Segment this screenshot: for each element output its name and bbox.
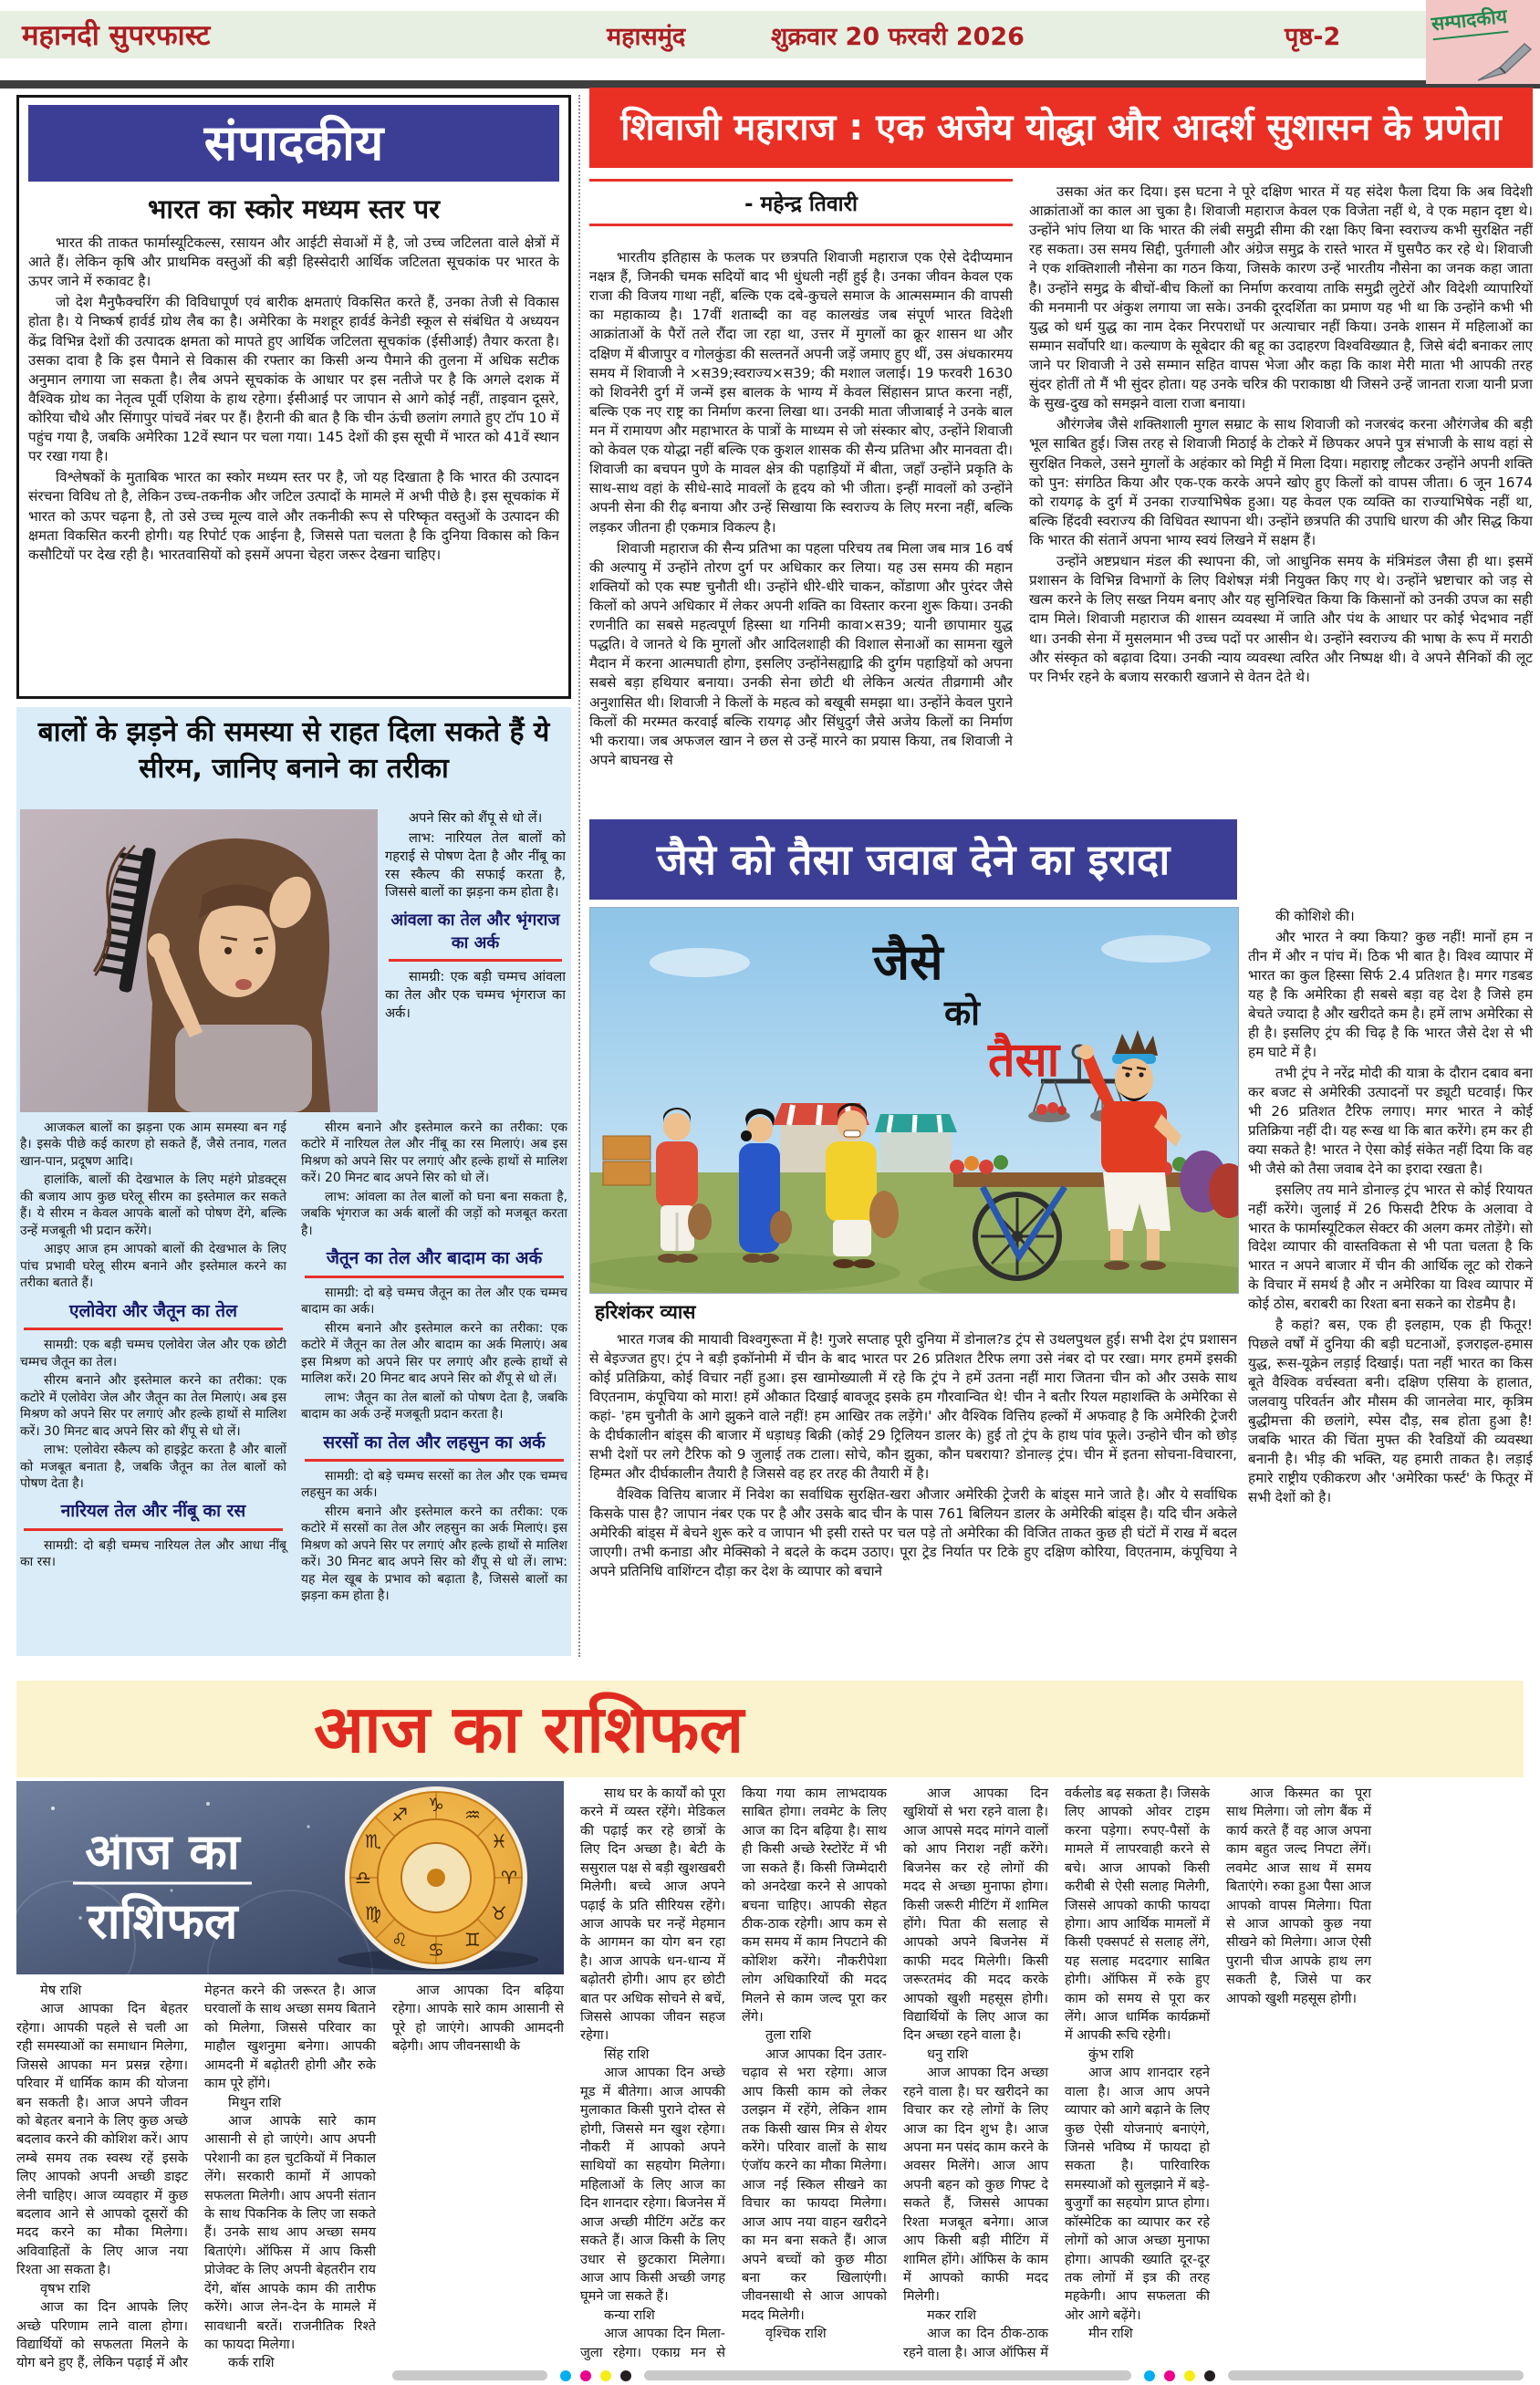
rashi-text: आज आपका दिन अच्छा रहने वाला है। घर खरीदने का विचार कर रहे लोगों के लिए आज का दिन शुभ है। आज अपना मन पसंद काम करने के अवसर मिलेंगे। आज आप अपनी बहन को कुछ गिफ्ट दे सकते हैं, जिससे आपका रिश्ता मजबूत बनेगा। आज आप किसी बड़ी मीटिंग में शामिल होंगे। ऑफिस के काम में आपको काफी मदद मिलेगी। <box>903 2065 1048 2305</box>
cartoon-word-1: जैसे <box>873 933 943 991</box>
rashi-sign: मिथुन राशि <box>228 2094 282 2110</box>
rashi-sign: वृश्चिक राशि <box>765 2326 827 2342</box>
text-item: आंवला का तेल और भृंगराज का अर्क <box>389 910 562 962</box>
masthead <box>0 11 1540 58</box>
rashifal-image <box>16 1781 564 1974</box>
svg-text:♐: ♐ <box>391 1804 408 1826</box>
text-item: सामग्री: दो बड़े चम्मच जैतून का तेल और एक चम्मच बादाम का अर्क। <box>301 1285 567 1317</box>
print-registration-bar <box>392 2370 547 2380</box>
rashi-sign: मेष राशि <box>40 1983 82 1998</box>
paragraph: इसलिए तय माने डोनाल्ड़ ट्रंप भारत से कोई रियायत नहीं करेंगे। जुलाई में 26 फिसदी टैरिफ के अलावा वे भारत के फार्मास्यूटिकल सेक्टर की अलग कमर तोड़ेंगे। सो विदेश व्यापार की वास्तविकता से भी पता चलता है कि भारत न अपने बाजार में चीन की आर्थिक लूट को रोकने के विचार में समर्थ है और न अमेरिका या विश्व व्यापार में कोई ठोस, बराबरी का रिश्ता बना सकने का रोडमैप है। <box>1248 1181 1533 1313</box>
cmyk-dot-black <box>1204 2370 1215 2381</box>
paper-name: महानदी सुपरफास्ट <box>22 19 211 52</box>
rashi-text: आज आपका दिन उतार-चढ़ाव से भरा रहेगा। आज आप किसी काम को लेकर उलझन में रहेंगे, लेकिन शाम तक किसी खास मित्र से शेयर करेंगे। परिवार वालों के साथ एंजॉय करने का मौका मिलेगा। आज नई स्किल सीखने का विचार का फायदा मिलेगा। आज आप नया वाहन खरीदने का मन बना सकते हैं। आज अपने बच्चों को कुछ मीठा बना कर खिलाएंगी। जीवनसाथी से आज आपको मदद मिलेगी। <box>742 2046 887 2323</box>
woman-comb-photo <box>20 809 378 1112</box>
paragraph: की कोशिशे की। <box>1275 908 1355 924</box>
svg-text:♑: ♑ <box>428 1794 444 1816</box>
rashi-entry <box>1065 2046 1210 2325</box>
text-item: सीरम बनाने और इस्तेमाल करने का तरीका: एक कटोरे में जैतून का तेल और बादाम का अर्क मिलाएं। अब इस मिश्रण को अपने सिर पर लगाएं और हल्के हाथों से मालिश करें। 20 मिनट बाद अपने सिर को शैंपू से धो लें। <box>301 1320 567 1387</box>
cmyk-dot-magenta <box>1164 2370 1175 2381</box>
cmyk-dot-magenta <box>580 2370 591 2381</box>
svg-text:♋: ♋ <box>428 1939 444 1961</box>
cmyk-dot-cyan <box>560 2370 571 2381</box>
rashi-entry <box>580 1785 725 2046</box>
text-item: सामग्री: एक बड़ी चम्मच एलोवेरा जेल और एक छोटी चम्मच जैतून का तेल। <box>20 1338 286 1370</box>
text-item: सामग्री: एक बड़ी चम्मच आंवला का तेल और एक चम्मच भृंगराज का अर्क। <box>385 969 566 1021</box>
svg-text:♓: ♓ <box>491 1830 507 1852</box>
cmyk-dot-yellow <box>600 2370 611 2381</box>
svg-text:♎: ♎ <box>355 1867 371 1889</box>
masthead-date: शुक्रवार 20 फरवरी 2026 <box>771 23 1025 51</box>
rashi-sign: मीन राशि <box>1088 2326 1133 2342</box>
rashi-text: आज आपका दिन खुशियों से भरा रहने वाला है। आज आपसे मदद मांगने वालों को आप निराश नहीं करेंगे। बिजनेस कर रहे लोगों की मदद से अच्छा मुनाफा होगा। किसी जरूरी मीटिंग में शामिल होंगे। पिता की सलाह से आपको अपने बिजनेस में काफी मदद मिलेगी। किसी जरूरतमंद की मदद करके आपको खुशी महसूस होगी। विद्यार्थियों के लिए आज का दिन अच्छा रहने वाला है। <box>903 1786 1048 2044</box>
cartoon-illustration <box>590 908 1238 1293</box>
svg-text:♒: ♒ <box>464 1804 481 1826</box>
rashifal-title: आज का राशिफल <box>314 1691 744 1767</box>
masthead-page-number: पृष्ठ-2 <box>1285 23 1341 51</box>
rashi-sign: कर्क राशि <box>228 2355 275 2371</box>
rashi-entry <box>742 2026 887 2325</box>
editorial-subhead: भारत का स्कोर मध्यम स्तर पर <box>148 193 440 224</box>
paragraph: शिवाजी महाराज की सैन्य प्रतिभा का पहला परिचय तब मिला जब मात्र 16 वर्ष की अल्पायु में उन्होंने तोरण दुर्ग पर अधिकार कर लिया। यह उस समय की महान शक्तियों को एक स्पष्ट चुनौती थी। उन्होंने धीरे-धीरे चाकन, कोंडाणा और पुरंदर जैसे किलों को अपने अधिकार में लेकर अपनी शक्ति का विस्तार करना शुरू किया। उनकी रणनीति का सबसे महत्वपूर्ण हिस्सा था गनिमी कावा×स39; यानी छापामार युद्ध पद्धति। वे जानते थे कि मुगलों और आदिलशाही की विशाल सेनाओं का सामना खुले मैदान में करना आत्मघाती होगा, इसलिए उन्होंनेसह्याद्रि की दुर्गम पहाड़ियों को अपना सबसे बड़ा हथियार बनाया। उनकी सेना छोटी थी लेकिन अत्यंत तीव्रगामी और अनुशासित थी। शिवाजी ने किलों के महत्व को बखूबी समझा था। उन्होंने केवल पुराने किलों की मरम्मत करवाई बल्कि रायगढ़ और सिंधुदुर्ग जैसे अजेय किलों का निर्माण भी कराया। जब अफजल खान ने छल से उन्हें मारने का प्रयास किया, तब शिवाजी ने अपने बाघनख से <box>589 539 1013 768</box>
paragraph: तभी ट्रंप ने नरेंद्र मोदी की यात्रा के दौरान दबाव बना कर बजट से अमेरिकी उत्पादनों पर ड्यूटी घटवाई। फिर भी 26 प्रतिशत टैरिफ लगाए। मगर भारत ने कोई प्रतिक्रिया नहीं दी। यह रूख था कि बात करेंगे। हम कर ही क्या सकते है! भारत ने ऐसा कोई संकेत नहीं दिया कि वह भी जैसे को तैसा जवाब देने का इरादा रखता है। <box>1248 1064 1533 1177</box>
rashifal-left-columns <box>16 1982 564 2380</box>
rashi-text: आज का दिन ठीक-ठाक रहने वाला है। आज ऑफिस में वर्कलोड बढ़ सकता है। जिसके लिए आपको ओवर टाइम करना पड़ेगा। रुपए-पैसों के मामले में लापरवाही करने से बचे। आज आपको किसी करीबी से ऐसी सलाह मिलेगी, जिससे आपको काफी फायदा होगा। आप आर्थिक मामलों में किसी एक्सपर्ट से सलाह लेंगे, यह सलाह मददगार साबित होगी। ऑफिस में रुके हुए काम को समय से पूरा कर लेंगे। आज धार्मिक कार्यक्रमों में आपकी रूचि रहेगी। <box>903 1786 1210 2360</box>
pen-icon <box>1474 42 1538 84</box>
shivaji-byline: - महेन्द्र तिवारी <box>589 179 1013 226</box>
text-item: लाभ: जैतून का तेल बालों को पोषण देता है, जबकि बादाम का अर्क उन्हें मजबूती प्रदान करता है। <box>301 1390 567 1422</box>
text-item: आइए आज हम आपको बालों की देखभाल के लिए पांच प्रभावी घरेलू सीरम बनाने और इस्तेमाल करने का तरीका बताते हैं। <box>20 1242 286 1291</box>
hair-headline: बालों के झड़ने की समस्या से राहत दिला सकते हैं ये सीरम, जानिए बनाने का तरीका <box>37 716 550 785</box>
rashi-text: आज आपका दिन बेहतर रहेगा। आपकी पहले से चली आ रही समस्याओं का समाधान मिलेगा, जिससे आपका मन प्रसन्न रहेगा। परिवार में धार्मिक काम की योजना बन सकती है। आज अपने जीवन को बेहतर बनाने के लिए कुछ अच्छे बदलाव करने की कोशिश करें। आप लम्बे समय तक स्वस्थ रहें इसके लिए आपको अपनी अच्छी डाइट लेनी चाहिए। आज व्यवहार में कुछ बदलाव आने से आपको दूसरों की मदद करने का मौका मिलेगा। अविवाहितों के लिए आज नया रिश्ता आ सकता है। <box>16 2001 188 2278</box>
jaisa-byline: हरिशंकर व्यास <box>595 1301 696 1323</box>
paragraph: भारतीय इतिहास के फलक पर छत्रपति शिवाजी महाराज एक ऐसे देदीप्यमान नक्षत्र हैं, जिनकी चमक सदियों बाद भी धुंधली नहीं हुई है। उनका जीवन केवल एक राजा की विजय गाथा नहीं, बल्कि एक दबे-कुचले समाज के आत्मसम्मान की वापसी का महाकाव्य है। 17वीं शताब्दी का वह कालखंड जब संपूर्ण भारत विदेशी आक्रांताओं के पैरों तले रौंदा जा रहा था, उत्तर में मुगलों का क्रूर शासन था और दक्षिण में बीजापुर व गोलकुंडा की सल्तनतें अपनी जड़ें जमाए हुए थीं, उस अंधकारमय समय में शिवाजी ने ×स39;स्वराज्य×स39; की मशाल जलाई। 19 फरवरी 1630 को शिवनेरी दुर्ग में जन्में इस बालक के भाग्य में केवल सिंहासन प्राप्त करना नहीं, बल्कि एक नए राष्ट्र का निर्माण करना लिखा था। उनकी माता जीजाबाई ने उनके बाल मन में रामायण और महाभारत के पात्रों के माध्यम से जो संस्कार बोए, उन्होंने शिवाजी को केवल एक योद्धा नहीं बल्कि एक कुशल शासक की सैन्य प्रतिभा और मानवता दी। शिवाजी का बचपन पुणे के मावल क्षेत्र की पहाड़ियों में बीता, जहाँ उन्होंने प्रकृति के साथ-साथ वहां के सीधे-सादे मावलों के हृदय को भी जीता। इन्हीं मावलों को उन्होंने अपनी सेना की रीढ़ बनाया और उन्हें सिखाया कि स्वराज्य के लिए मरना नहीं, बल्कि लड़कर जीतना ही एकमात्र विकल्प है। <box>589 249 1013 536</box>
hair-beside-text <box>385 809 566 1116</box>
rashi-sign: वृषभ राशि <box>40 2280 90 2296</box>
zodiac-title-line1: आज का <box>85 1823 240 1880</box>
print-registration-bar <box>1228 2370 1524 2380</box>
svg-text:♌: ♌ <box>391 1929 408 1951</box>
rashi-text: आज आपका दिन अच्छे मूड में बीतेगा। आज आपकी मुलाकात किसी पुराने दोस्त से होगी, जिससे मन खुश रहेगा। नौकरी में आपको अपने साथियों का सहयोग मिलेगा। महिलाओं के लिए आज का दिन शानदार रहेगा। बिजनेस में आज अच्छी मीटिंग अटेंड कर सकते हैं। आज किसी के लिए उधार से छुटकारा मिलेगा। आज आप किसी अच्छी जगह घूमने जा सकते हैं। <box>580 2065 725 2305</box>
rashi-text: आज आप शानदार रहने वाला है। आज आप अपने व्यापार को आगे बढ़ाने के लिए कुछ ऐसी योजनाएं बनाएंगे, जिनसे भविष्य में फायदा हो सकता है। पारिवारिक समस्याओं को सुलझाने में बड़े-बुजुर्गों का सहयोग प्राप्त होगा। कॉस्मेटिक का व्यापार कर रहे लोगों को आज अच्छा मुनाफा होगा। आपकी ख्याति दूर-दूर तक लोगों में इत्र की तरह महकेगी। आप सफलता की ओर आगे बढ़ेंगे। <box>1065 2065 1210 2323</box>
paragraph: औरंगजेब जैसे शक्तिशाली मुगल सम्राट के साथ शिवाजी को नजरबंद करना औरंगजेब की बड़ी भूल साबित हुई। जिस तरह से शिवाजी मिठाई के टोकरे में छिपकर अपने पुत्र संभाजी के साथ वहां से सुरक्षित निकले, उसने मुगलों के अहंकार को मिट्टी में मिला दिया। महाराष्ट्र लौटकर उन्होंने अपनी शक्ति को पुन: संगठित किया और एक-एक करके अपने खोए हुए किलों को वापस जीता। 6 जून 1674 को रायगढ़ के दुर्ग में उनका राज्याभिषेक हुआ। यह केवल एक व्यक्ति का राज्याभिषेक नहीं था, बल्कि हिंदवी स्वराज्य की विधिवत स्थापना थी। उन्होंने छत्रपति की उपाधि धारण की और सिद्ध किया कि भारत की संतानें अपना भाग्य स्वयं लिखने में सक्षम हैं। <box>1029 416 1533 548</box>
paragraph: उसका अंत कर दिया। इस घटना ने पूरे दक्षिण भारत में यह संदेश फैला दिया कि अब विदेशी आक्रांताओं का काल आ चुका है। शिवाजी महाराज केवल एक विजेता नहीं थे, वे एक महान दृष्टा थे। उन्होंने भांप लिया था कि भारत की लंबी समुद्री सीमा की रक्षा किए बिना स्वराज्य कभी सुरक्षित नहीं रह सकता। उस समय सिद्दी, पुर्तगाली और अंग्रेज समुद्र के रास्ते भारत में घुसपैठ कर रहे थे। शिवाजी ने एक शक्तिशाली नौसेना का गठन किया, जिसके कारण उन्हें भारतीय नौसेना का जनक कहा जाता है। उन्होंने समुद्र के बीचों-बीच किलों का निर्माण करवाया ताकि समुद्री लुटेरों और विदेशी व्यापारियों की मनमानी पर अंकुश लगाया जा सके। उनकी दूरदर्शिता का प्रमाण यह भी था कि उन्होंने कभी भी युद्ध को धर्म युद्ध का नाम देकर निरपराधों पर अत्याचार नहीं किया। उनके शासन में महिलाओं का सम्मान सर्वोपरि था। कल्याण के सूबेदार की बहू का उदाहरण विश्वविख्यात है, जिसे बंदी बनाकर लाए जाने पर शिवाजी ने उसे सम्मान सहित वापस भेजा और कहा कि काश मेरी माता भी आपकी तरह सुंदर होतीं तो मैं भी सुंदर होता। यह उनके चरित्र की पराकाष्ठा थी जिसने उन्हें जानता राजा यानी प्रजा के सुख-दुख को समझने वाला राजा बनाया। <box>1029 183 1533 412</box>
corner-label: सम्पादकीय <box>1431 4 1509 41</box>
paragraph: भारत की ताकत फार्मास्यूटिकल्स, रसायन और आईटी सेवाओं में है, जो उच्च जटिलता वाले क्षेत्रों में आते हैं। लेकिन कृषि और प्राथमिक वस्तुओं की बड़ी हिस्सेदारी आर्थिक जटिलता सूचकांक पर भारत के ऊपर जाने में रुकावट है। <box>28 234 559 290</box>
text-item: नारियल तेल और नींबू का रस <box>24 1500 283 1530</box>
rashifal-right-columns <box>580 1785 1533 2380</box>
cartoon-word-3: तैसा <box>988 1033 1060 1088</box>
hair-serum-article <box>16 707 571 1656</box>
rashi-text: आज आपके सारे काम आसानी से हो जाएंगे। आप अपनी परेशानी का हल चुटकियों में निकाल लेंगे। सरकारी कामों में आपको सफलता मिलेगी। आप अपनी संतान के साथ पिकनिक के लिए जा सकते हैं। उनके साथ आप अच्छा समय बिताएंगे। ऑफिस में आप किसी प्रोजेक्ट के लिए अपनी बेहतरीन राय देंगे, बॉस आपके काम की तारीफ करेंगे। आज लेन-देन के मामले में सावधानी बरतें। राजनीतिक रिश्ते का फायदा मिलेगा। <box>204 2112 376 2353</box>
paragraph: है कहां? बस, एक ही इलहाम, एक ही फितूर! पिछले वर्षों में दुनिया की बड़ी घटनाओं, इजराइल-हमास युद्ध, रूस-यूक्रेन लड़ाई दिखाई। पता नहीं भारत का किस बूते वैश्विक वर्चस्वता बनी। दक्षिण एसिया के हालात, जलवायु परिवर्तन और मौसम की जानलेवा मार, कृत्रिम बुद्धीमत्ता की छलांगे, स्पेस दौड़, सब होता हुआ है! जबकि भारत की चिंता मुफ्त की रैवडियों की व्यवस्था बनानी है। भीड़ की भक्ति, यह हमारी ताकत है। लड़ाई हमारे राष्ट्रीय एकीकरण और 'अमेरिका फर्स्ट' के फितूर में सभी देशों को है। <box>1248 1317 1533 1506</box>
masthead-city: महासमुंद <box>607 23 686 51</box>
cartoon-word-2: को <box>944 993 981 1033</box>
editorial-article <box>16 95 571 699</box>
text-item: लाभ: नारियल तेल बालों को गहराई से पोषण देता है और नींबू का रस स्कैल्प की सफाई करता है, जिससे बालों का झड़ना कम होता है। <box>385 829 566 901</box>
hair-photo <box>20 809 378 1112</box>
svg-text:♊: ♊ <box>464 1929 481 1951</box>
text-item: अपने सिर को शैंपू से धो लें। <box>409 810 543 826</box>
rashi-sign: कुंभ राशि <box>1088 2046 1134 2062</box>
rashi-entry <box>580 2046 725 2307</box>
cmyk-dot-yellow <box>1184 2370 1195 2381</box>
zodiac-title-line2: राशिफल <box>87 1892 238 1950</box>
cmyk-dot-black <box>620 2370 631 2381</box>
text-item: जैतून का तेल और बादाम का अर्क <box>305 1247 564 1277</box>
rashi-text: आज का दिन आपके लिए अच्छे परिणाम लाने वाला होगा। विद्यार्थियों को सफलता मिलने के योग बने हुए हैं, लेकिन पढ़ाई में और मेहनत करने की जरूरत है। आज घरवालों के साथ अच्छा समय बिताने को मिलेगा, जिससे परिवार का माहौल खुशनुमा बनेगा। आपकी आमदनी में बढ़ोतरी होगी और रुके काम पूरे होंगे। <box>16 1983 376 2371</box>
shivaji-column-1 <box>589 248 1013 898</box>
text-item: हालांकि, बालों की देखभाल के लिए महंगे प्रोडक्ट्स की बजाय आप कुछ घरेलू सीरम का इस्तेमाल कर सकते हैं। ये सीरम न केवल आपके बालों को पोषण देंगे, बल्कि उन्हें मजबूती भी प्रदान करेंगे। <box>20 1172 286 1238</box>
rashi-text: आज आपका दिन मिला-जुला रहेगा। एकाग्र मन से किया गया काम लाभदायक साबित होगा। लवमेट के लिए आज का दिन बढ़िया है। साथ ही किसी अच्छे रेस्टोरेंट में भी जा सकते हैं। किसी जिम्मेदारी को अनदेखा करने से आपको बचना चाहिए। आपकी सेहत ठीक-ठाक रहेगी। आप कम से कम समय में काम निपटाने की कोशिश करेंगे। नौकरीपेशा लोग अधिकारियों की मदद मिलने से काम जल्द पूरा कर लेंगे। <box>580 1786 887 2360</box>
jaisa-main-text <box>589 1330 1237 1655</box>
paragraph: और भारत ने क्या किया? कुछ नहीं! मानों हम न तीन में और न पांच में। ठिक भी बात है। विश्व व्यापार में भारत का कुल हिस्सा सिर्फ 2.4 प्रतिशत है। मगर गडबड यह है कि अमेरिका ही सबसे बड़ा वह देश है जिसे हम बेचते ज्यादा है और खरीदते कम है। हमें लाभ अमेरिका से ही है। इसलिए ट्रंप की चिढ़ है कि भारत जैसे देश से भी हम घाटे में है। <box>1248 928 1533 1060</box>
rashi-entry <box>16 1982 188 2280</box>
zodiac-wheel-graphic <box>16 1781 564 1974</box>
editorial-body <box>28 234 559 672</box>
editorial-banner: संपादकीय <box>28 105 559 182</box>
rashi-sign: कन्या राशि <box>604 2307 655 2323</box>
text-item: सीरम बनाने और इस्तेमाल करने का तरीका: एक कटोरे में नारियल तेल और नींबू का रस मिलाएं। अब इस मिश्रण को अपने सिर पर लगाएं और हल्के हाथों से मालिश करें। 20 मिनट बाद अपने सिर को धो लें। <box>301 1120 567 1186</box>
paragraph: भारत गजब की मायावी विश्वगुरूता में है! गुजरे सप्ताह पूरी दुनिया में डोनाल?ड ट्रंप से उथलपुथल हुई। सभी देश ट्रंप प्रशासन से बेइज्जत हुए। ट्रंप ने बड़ी इकॉनोमी में चीन के बाद भारत पर 26 प्रतिशत टैरिफ लगा उसे नंबर दो पर रखा। मगर हममें इसकी कोई प्रतिक्रिया, कोई विचार नहीं हुआ। इस खामोख्याली में रहे कि ट्रंप ने हमें उतना नहीं मारा जितना चीन को और उसके साथ विएतनाम, कंपूचिया को मारा! हमें औकात दिखाई बावजूद इसके हम गौरवान्वित थे! चीन ने बतौर रियल महाशक्ति के अमेरिका से कहां- 'हम चुनौती के आगे झुकने वाले नहीं! हम आखिर तक लड़ेंगे।' और वैश्विक वित्तिय हल्कों में अफवाह है कि अमेरिकी ट्रेजरी के दीर्घकालीन बांड्स की बाजार में धड़ाधड़ बिक्री (कोई 29 ट्रिलियन डालर के) हुई तो ट्रंप के हाथ पांव फूले। उन्होने चीन को छोड़ सभी देशों पर लगे टैरिफ को 9 जुलाई तक टाला। सोचे, कौन झुका, कौन घबराया? डोनाल्ड़ ट्रंप। चीन में इतना सोचना-विचारना, हिम्मत और दीर्घकालीन तैयारी है जिससे वह हर तरह की तैयारी में है। <box>589 1331 1237 1482</box>
column-divider <box>578 95 580 1657</box>
text-item: सीरम बनाने और इस्तेमाल करने का तरीका: एक कटोरे में सरसों का तेल और लहसुन का अर्क मिलाएं। इस मिश्रण को अपने सिर पर लगाएं और हल्के हाथों से मालिश करें। 30 मिनट बाद अपने सिर को शैंपू से धो लें। लाभ: यह मेल खूब के प्रभाव को बढ़ाता है, जिससे बालों का झड़ना कम होता है। <box>301 1504 567 1604</box>
text-item: सीरम बनाने और इस्तेमाल करने का तरीका: एक कटोरे में एलोवेरा जेल और जैतून का तेल मिलाएं। अब इस मिश्रण को अपने सिर पर लगाएं और हल्के हाथों से मालिश करें। 30 मिनट बाद अपने सिर को शैंपू से धो लें। <box>20 1373 286 1439</box>
rashi-sign: धनु राशि <box>927 2046 969 2062</box>
jaisa-headline: जैसे को तैसा जवाब देने का इरादा <box>589 819 1237 900</box>
rashifal-banner <box>16 1681 1524 1777</box>
text-item: लाभ: एलोवेरा स्कैल्प को हाइड्रेट करता है और बालों को मजबूत बनाता है, जबकि जैतून का तेल बालों को पोषण देता है। <box>20 1442 286 1491</box>
text-item: सरसों का तेल और लहसुन का अर्क <box>305 1432 564 1462</box>
rashi-text: आज आपका दिन बढ़िया रहेगा। आपके सारे काम आसानी से पूरे हो जाएंगे। आपकी आमदनी बढ़ेगी। आप जीवनसाथी के <box>392 1983 564 2055</box>
rashi-sign: मकर राशि <box>927 2307 976 2323</box>
text-item: लाभ: आंवला का तेल बालों को घना बना सकता है, जबकि भृंगराज का अर्क बालों की जड़ों को मजबूत करता है। <box>301 1189 567 1238</box>
rashi-sign: सिंह राशि <box>604 2046 650 2062</box>
jaisa-side-column <box>1248 907 1533 1655</box>
shivaji-headline: शिवाजी महाराज : एक अजेय योद्धा और आदर्श सुशासन के प्रणेता <box>589 88 1533 168</box>
svg-text:♍: ♍ <box>365 1902 381 1924</box>
rashi-entry <box>204 2094 376 2355</box>
rashi-text: आज किस्मत का पूरा साथ मिलेगा। जो लोग बैंक में कार्य करते हैं वह आज अपना काम बहुत जल्द निपटा लेंगें। लवमेट आज साथ में समय बिताएंगे। रुका हुआ पैसा आज आपको वापस मिलेगा। पिता से आज आपको कुछ नया सीखने को मिलेगा। आज ऐसी पुरानी चीज आपके हाथ लग सकती है, जिसे पा कर आपको खुशी महसूस होगी। <box>1226 1786 1371 2006</box>
corner-editorial-logo <box>1426 0 1540 84</box>
print-registration-bar <box>644 2370 1131 2380</box>
paragraph: जो देश मैनुफैक्चरिंग की विविधापूर्ण एवं बारीक क्षमताएं विकसित करते हैं, उनका तेजी से विकास होता है। ये निष्कर्ष हार्वर्ड ग्रोथ लैब का है। अमेरिका के मशहूर हार्वर्ड केनेडी स्कूल से संबंधित ये अध्ययन केंद्र विभिन्न देशों की उत्पादक क्षमता को मापते हुए आर्थिक जटिलता सूचकांक (ईसीआई) तैयार करता है। उसका दावा है कि इस पैमाने से विकास की रफ्तार का किसी अन्य पैमाने की तुलना में अधिक सटीक अनुमान लगाया जा सकता है। लैब अपने सूचकांक के आधार पर इस नतीजे पर है कि अगले दशक में वैश्विक ग्रोथ का नेतृत्व पूर्वी एशिया के हाथ रहेगा। ईसीआई पर जापान से आगे कोई नहीं, ताइवान दूसरे, कोरिया चौथे और सिंगापुर पांचवें नंबर पर हैं। हैरानी की बात है कि चीन ऊंची छलांग लगाते हुए टॉप 10 में पहुंच गया है, जबकि अमेरिका 12वें स्थान पर चला गया। 145 देशों की इस सूची में भारत को 41वें स्थान पर रखा गया है। <box>28 294 559 465</box>
svg-text:♈: ♈ <box>501 1867 517 1889</box>
paragraph: उन्होंने अष्टप्रधान मंडल की स्थापना की, जो आधुनिक समय के मंत्रिमंडल जैसा ही था। इसमें प्रशासन के विभिन्न विभागों के लिए विशेषज्ञ मंत्री नियुक्त किए गए थे। उन्होंने भ्रष्टाचार को जड़ से खत्म करने के लिए सख्त नियम बनाए और यह सुनिश्चित किया कि किसानों को उनकी उपज का सही दाम मिले। शिवाजी महाराज की शासन व्यवस्था में जाति और पंथ के आधार पर कोई भेदभाव नहीं था। उनकी सेना में मुसलमान भी उच्च पदों पर आसीन थे। उन्होंने स्वराज्य की भाषा के रूप में मराठी और संस्कृत को बढ़ावा दिया। उनकी न्याय व्यवस्था त्वरित और निष्पक्ष थी। वे अपने सैनिकों की लूट पर निर्भर रहने के बजाय सरकारी खजाने से वेतन देते थे। <box>1029 553 1533 685</box>
rashi-sign: तुला राशि <box>765 2027 812 2044</box>
cmyk-dot-cyan <box>1144 2370 1155 2381</box>
text-item: सामग्री: दो बड़ी चम्मच नारियल तेल और आधा नींबू का रस। <box>20 1537 286 1570</box>
rashi-entry <box>903 2046 1048 2307</box>
editorial-cartoon <box>589 907 1239 1294</box>
svg-text:♏: ♏ <box>365 1830 381 1852</box>
text-item: आजकल बालों का झड़ना एक आम समस्या बन गई है। इसके पीछे कई कारण हो सकते हैं, जैसे तनाव, गलत खान-पान, प्रदूषण आदि। <box>20 1120 286 1169</box>
text-item: एलोवेरा और जैतून का तेल <box>24 1300 283 1330</box>
svg-text:♉: ♉ <box>491 1902 507 1924</box>
paragraph: विश्लेषकों के मुताबिक भारत का स्कोर मध्यम स्तर पर है, जो यह दिखाता है कि भारत की उत्पादन संरचना विविध तो है, लेकिन उच्च-तकनीक और जटिल उत्पादों के मामले में अभी पीछे है। इस सूचकांक में भारत को ऊपर चढ़ना है, तो उसे उच्च मूल्य वाले और तकनीकी रूप से परिष्कृत वस्तुओं के उत्पादन की क्षमता विकसित करनी होगी। यह रिपोर्ट एक आईना है, जिससे पता चलता है कि दुनिया विकास को किन कसौटियों पर देख रही है। भारतवासियों को इसमें अपना चेहरा जरूर देखना चाहिए। <box>28 469 559 563</box>
paragraph: वैश्विक वित्तिय बाजार में निवेश का सर्वाधिक सुरक्षित-खरा औजार अमेरिकी ट्रेजरी के बांड्स माने जाते है। और ये सर्वाधिक किसके पास है? जापान नंबर एक पर है और उसके बाद चीन के पास 761 बिलियन डालर के अमेरिकी बांड्स है। यदि चीन अकेले अमेरिकी बांड्स में बेचने शुरू करे व जापान भी इसी रास्ते पर चल पड़े तो अमेरिका की विजित ताकत कुछ ही घंटों में राख में बदल जाएगी। तभी कनाडा और मेक्सिको ने बदले के कदम उठाए। पूरा ट्रेड निर्यात पर टिके हुए दक्षिण कोरिया, विएतनाम, कंपूचिया ने अपने प्रतिनिधि वाशिंग्टन दौड़ा कर देश के व्यापार को बचाने <box>589 1485 1237 1579</box>
shivaji-column-2 <box>1029 182 1533 898</box>
hair-body-columns <box>20 1120 567 1649</box>
rashi-text: साथ घर के कार्यों को पूरा करने में व्यस्त रहेंगे। मेडिकल की पढ़ाई कर रहे छात्रों के लिए दिन अच्छा है। बेटी के ससुराल पक्ष से बड़ी खुशखबरी मिलेगी। बच्चे आज अपने पढ़ाई के प्रति सीरियस रहेंगे। आज आपके घर नन्हें मेहमान के आगमन का योग बन रहा है। आज आपके धन-धान्य में बढ़ोतरी होगी। आप हर छोटी बात पर अधिक सोचने से बचें, जिससे आपका जीवन सहज रहेगा। <box>580 1786 725 2044</box>
text-item: सामग्री: दो बड़े चम्मच सरसों का तेल और एक चम्मच लहसुन का अर्क। <box>301 1468 567 1501</box>
